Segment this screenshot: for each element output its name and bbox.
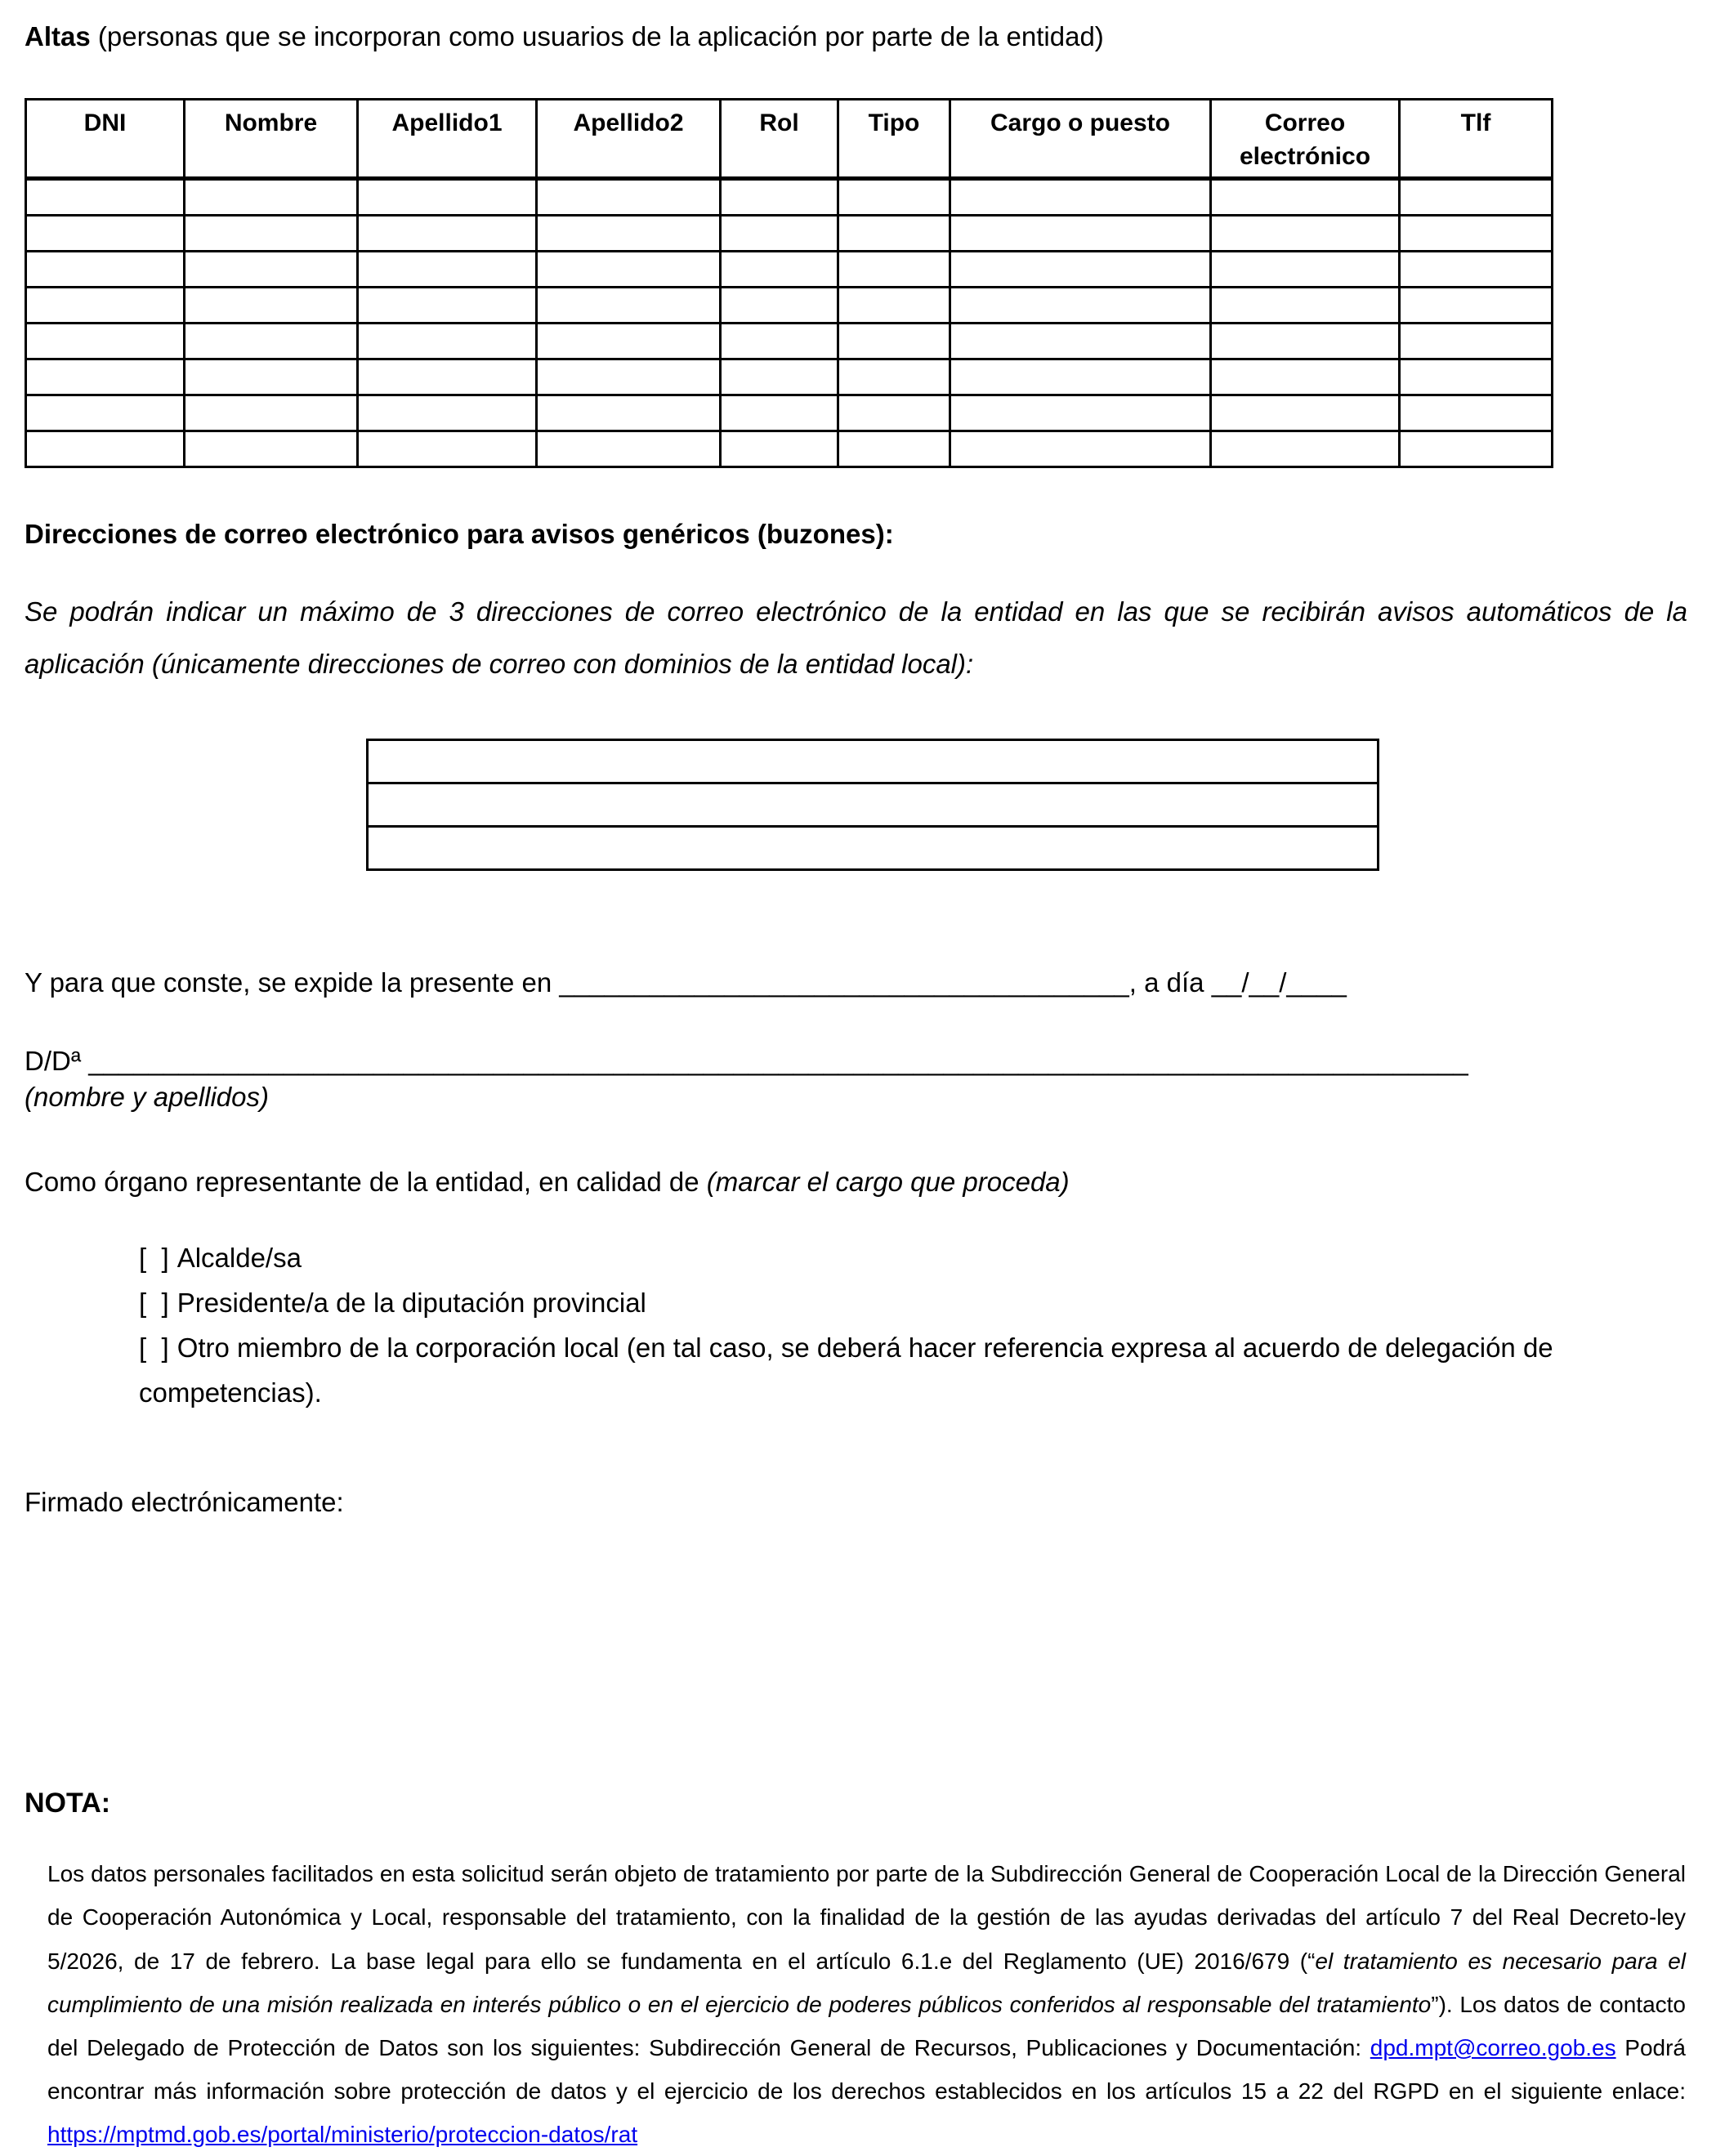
users-table-cell[interactable]: [838, 252, 950, 288]
users-table-header-cell: Correo electrónico: [1211, 100, 1400, 179]
role-intro: [25, 1167, 1687, 1198]
role-option-presidente: [139, 1280, 1577, 1325]
users-table-cell[interactable]: [26, 395, 185, 431]
users-table-header-cell: Apellido1: [358, 100, 537, 179]
users-table-cell[interactable]: [26, 288, 185, 324]
users-table-header-cell: DNI: [26, 100, 185, 179]
role-option-label: Otro miembro de la corporación local (en tal caso, se deberá hacer referencia expresa al acuerdo de delegación de competencias).: [139, 1332, 1553, 1408]
users-table-header-cell: Tipo: [838, 100, 950, 179]
users-table-cell[interactable]: [1400, 216, 1553, 252]
users-table-cell[interactable]: [1400, 395, 1553, 431]
users-table-cell[interactable]: [358, 252, 537, 288]
users-table-cell[interactable]: [537, 359, 721, 395]
place-blank[interactable]: ______________________________________: [559, 966, 1129, 998]
users-table-cell[interactable]: [950, 252, 1211, 288]
users-table: [25, 98, 1553, 468]
users-table-cell[interactable]: [838, 359, 950, 395]
users-table-row: [26, 359, 1553, 395]
users-table-header-cell: Rol: [721, 100, 838, 179]
users-table-cell[interactable]: [950, 395, 1211, 431]
users-table-cell[interactable]: [537, 324, 721, 359]
users-table-cell[interactable]: [358, 216, 537, 252]
users-table-body: [26, 179, 1553, 467]
mailbox-email-cell[interactable]: [368, 739, 1379, 783]
signer-label: D/Dª: [25, 1045, 82, 1076]
users-table-cell[interactable]: [358, 324, 537, 359]
users-table-cell[interactable]: [721, 359, 838, 395]
users-table-cell[interactable]: [185, 395, 358, 431]
signature-label: Firmado electrónicamente:: [25, 1487, 344, 1518]
title-bold: Altas: [25, 21, 91, 51]
mailbox-email-cell[interactable]: [368, 826, 1379, 869]
date-blank[interactable]: __/__/____: [1211, 966, 1347, 998]
role-option-otro-miembro: [139, 1325, 1577, 1415]
users-table-cell[interactable]: [1400, 288, 1553, 324]
checkbox-presidente[interactable]: [ ]: [139, 1287, 169, 1318]
users-table-cell[interactable]: [537, 395, 721, 431]
users-table-cell[interactable]: [185, 324, 358, 359]
users-table-cell[interactable]: [185, 288, 358, 324]
users-table-row: [26, 395, 1553, 431]
users-table-cell[interactable]: [358, 288, 537, 324]
users-table-cell[interactable]: [721, 179, 838, 216]
mailboxes-table-body: [368, 739, 1379, 869]
users-table-header-cell: Apellido2: [537, 100, 721, 179]
users-table-cell[interactable]: [26, 324, 185, 359]
signer-hint: (nombre y apellidos): [25, 1081, 269, 1112]
role-option-label: Alcalde/sa: [177, 1242, 302, 1273]
users-table-cell[interactable]: [358, 395, 537, 431]
users-table-cell[interactable]: [838, 395, 950, 431]
users-table-header-row: [26, 100, 1553, 179]
users-table-cell[interactable]: [950, 216, 1211, 252]
users-table-cell[interactable]: [1211, 216, 1400, 252]
users-table-cell[interactable]: [1211, 359, 1400, 395]
users-table-cell[interactable]: [1400, 179, 1553, 216]
users-table-row: [26, 324, 1553, 359]
page-title: [25, 21, 1687, 52]
users-table-cell[interactable]: [537, 431, 721, 467]
users-table-cell[interactable]: [950, 288, 1211, 324]
users-table-cell[interactable]: [838, 179, 950, 216]
users-table-cell[interactable]: [26, 252, 185, 288]
role-option-label: Presidente/a de la diputación provincial: [177, 1287, 646, 1318]
role-intro-text: Como órgano representante de la entidad, en calidad de: [25, 1166, 699, 1197]
users-table-row: [26, 216, 1553, 252]
users-table-cell[interactable]: [185, 252, 358, 288]
users-table-cell[interactable]: [1211, 252, 1400, 288]
users-table-cell[interactable]: [26, 359, 185, 395]
role-options: [139, 1235, 1577, 1415]
users-table-cell[interactable]: [721, 216, 838, 252]
mailboxes-table: [366, 739, 1379, 871]
users-table-cell[interactable]: [721, 288, 838, 324]
users-table-cell[interactable]: [537, 252, 721, 288]
mailbox-row: [368, 783, 1379, 826]
users-table-cell[interactable]: [950, 179, 1211, 216]
role-option-alcalde: [139, 1235, 1577, 1280]
users-table-cell[interactable]: [950, 359, 1211, 395]
signer-line: [25, 1046, 1687, 1077]
users-table-cell[interactable]: [185, 216, 358, 252]
users-table-cell[interactable]: [358, 359, 537, 395]
users-table-cell[interactable]: [838, 216, 950, 252]
users-table-cell[interactable]: [185, 431, 358, 467]
users-table-cell[interactable]: [950, 431, 1211, 467]
attestation-prefix: Y para que conste, se expide la presente en: [25, 966, 552, 998]
proteccion-datos-link[interactable]: https://mptmd.gob.es/portal/ministerio/proteccion-datos/rat: [47, 2122, 638, 2148]
mailbox-row: [368, 739, 1379, 783]
users-table-header-cell: Tlf: [1400, 100, 1553, 179]
users-table-row: [26, 288, 1553, 324]
signer-name-blank[interactable]: ____________________________________________________________________________________________: [88, 1045, 1468, 1076]
nota-text-1: Los datos personales facilitados en esta solicitud serán objeto de tratamiento por parte de la Subdirección General de Cooperación Local de la Dirección General de Cooperación Autonómica y Local, responsable del tratamiento, con la finalidad de la gestión de las ayudas derivadas del artículo 7 del Real Decreto-ley 5/2026, de 17 de febrero. La base legal para ello se fundamenta en el artículo 6.1.e del Reglamento (UE) 2016/679 (“: [47, 1861, 1686, 1974]
users-table-cell[interactable]: [26, 431, 185, 467]
users-table-cell[interactable]: [26, 179, 185, 216]
users-table-cell[interactable]: [358, 179, 537, 216]
attestation-line: [25, 967, 1687, 998]
users-table-cell[interactable]: [1211, 395, 1400, 431]
mailboxes-description: Se podrán indicar un máximo de 3 direcciones de correo electrónico de la entidad en las que se recibirán avisos automáticos de la aplicación (únicamente direcciones de correo con dominios de la entidad local):: [25, 596, 1687, 680]
users-table-cell[interactable]: [838, 431, 950, 467]
users-table-row: [26, 252, 1553, 288]
users-table-cell[interactable]: [26, 216, 185, 252]
users-table-cell[interactable]: [1400, 359, 1553, 395]
dpd-email-link[interactable]: dpd.mpt@correo.gob.es: [1370, 2034, 1616, 2060]
attestation-middle: , a día: [1128, 966, 1204, 998]
users-table-cell[interactable]: [721, 395, 838, 431]
nota-paragraph: [47, 1852, 1686, 2156]
users-table-cell[interactable]: [1400, 431, 1553, 467]
users-table-cell[interactable]: [838, 288, 950, 324]
nota-heading: NOTA:: [25, 1788, 111, 1819]
users-table-cell[interactable]: [537, 288, 721, 324]
users-table-cell[interactable]: [721, 252, 838, 288]
mailboxes-heading: Direcciones de correo electrónico para avisos genéricos (buzones):: [25, 519, 894, 549]
signature-space: [25, 1518, 1687, 1788]
users-table-row: [26, 431, 1553, 467]
users-table-cell[interactable]: [1400, 324, 1553, 359]
role-intro-italic: (marcar el cargo que proceda): [706, 1166, 1070, 1197]
users-table-cell[interactable]: [1211, 431, 1400, 467]
users-table-cell[interactable]: [721, 431, 838, 467]
nota-text-3: Podrá encontrar más información sobre protección de datos y el ejercicio de los derechos establecidos en los artículos 15 a 22 del RGPD en el siguiente enlace:: [47, 2034, 1686, 2105]
users-table-cell[interactable]: [185, 359, 358, 395]
mailbox-row: [368, 826, 1379, 869]
nota-text-2: ”). Los datos de contacto del Delegado de Protección de Datos son los siguientes: Subdirección General de Recursos, Publicaciones y Documentación:: [47, 1991, 1686, 2060]
checkbox-alcalde[interactable]: [ ]: [139, 1242, 169, 1273]
users-table-header-cell: Cargo o puesto: [950, 100, 1211, 179]
mailbox-email-cell[interactable]: [368, 783, 1379, 826]
nota-italic-quote: el tratamiento es necesario para el cumplimiento de una misión realizada en interés público o en el ejercicio de poderes públicos conferidos al responsable del tratamiento: [47, 1948, 1686, 2017]
users-table-cell[interactable]: [1211, 179, 1400, 216]
users-table-cell[interactable]: [185, 179, 358, 216]
users-table-cell[interactable]: [1211, 324, 1400, 359]
users-table-cell[interactable]: [838, 324, 950, 359]
users-table-cell[interactable]: [1211, 288, 1400, 324]
users-table-cell[interactable]: [537, 179, 721, 216]
users-table-cell[interactable]: [950, 324, 1211, 359]
users-table-row: [26, 179, 1553, 216]
users-table-cell[interactable]: [537, 216, 721, 252]
users-table-cell[interactable]: [1400, 252, 1553, 288]
title-rest: (personas que se incorporan como usuarios de la aplicación por parte de la entidad): [90, 21, 1104, 51]
users-table-cell[interactable]: [721, 324, 838, 359]
checkbox-otro-miembro[interactable]: [ ]: [139, 1332, 169, 1363]
users-table-cell[interactable]: [358, 431, 537, 467]
users-table-header-cell: Nombre: [185, 100, 358, 179]
